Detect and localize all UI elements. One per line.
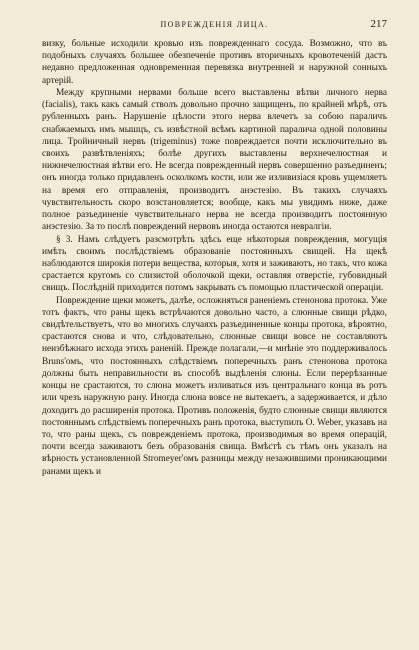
running-head: ПОВРЕЖДЕНIЯ ЛИЦА. — [160, 20, 269, 29]
page-header — [42, 18, 387, 34]
paragraph-continuation: визку, больные исходили кровью изъ поврежденнаго сосуда. Возможно, что въ подобныхъ случаяхъ большее обезпеченіе противъ вторичныхъ кровотеченій дастъ недавно предложенная одновременная перевязка внутренней и наружной сонныхъ артерій. — [42, 39, 387, 86]
page-number: 217 — [370, 18, 387, 30]
body-text — [42, 38, 387, 478]
paragraph-stenon-duct: Повреждение щеки можетъ, далѣе, осложняться раненіемъ стенонова протока. Уже тотъ фактъ, что раны щекъ встрѣчаются довольно часто, а слюнные свищи рѣдко, свидѣтельствуетъ, что во многихъ случаяхъ разъединенные концы протока, вѣроятно, срастаются снова и что, слѣдовательно, слюнные свищи вовсе не составляютъ неизбѣжнаго исхода этихъ раненій. Прежде полагали,—и мнѣніе это поддерживалось Bruns'омъ, что постоянныхъ слѣдствіемъ поперечныхъ ранъ стенонова протока должны быть неправильности въ способѣ выдѣленія слюны. Если перерѣзанные концы не срастаются, то слюна можетъ изливаться изъ центральнаго конца въ ротъ или чрезъ наружную рану. Иногда слюна вовсе не вытекаетъ, а задерживается, и дѣло доходитъ до расширенія протока. Противъ положенія, будто слюнные свищи являются постояннымъ слѣдствіемъ поперечныхъ ранъ протока, выступилъ О. Weber, указавъ на то, что раны щекъ, съ поврежденіемъ протока, производимыя во время операцій, почти всегда заживаютъ безъ образованія свища. Вмѣстѣ съ тѣмъ онъ указалъ на вѣрность установленной Stromeyer'омъ разницы между незажившими проникающими ранами щекъ и — [42, 295, 387, 477]
paragraph-section-3: § 3. Намъ слѣдуетъ разсмотрѣть здѣсь еще нѣкоторыя повреждения, могущія имѣть своимъ послѣдствіемъ образованіе постоянныхъ свищей. На щекѣ наблюдаются широкія потери вещества, которыя, хотя и заживаютъ, но такъ, что кожа срастается кругомъ со слизистой оболочкой щеки, оставляя отверстіе, губовидный свищъ. Послѣдній приходится потомъ закрывать съ помощью пластической операціи. — [42, 234, 387, 294]
paragraph-nerves: Между крупными нервами больше всего выставлены вѣтви личного нерва (facialis), такъ какъ самый стволъ довольно прочно защищенъ, по крайней мѣрѣ, отъ рубленныхъ ранъ. Нарушеніе цѣлости этого нерва влечетъ за собою параличъ снабжаемыхъ имъ мышцъ, съ извѣстной всѣмъ картиной паралича одной половины лица. Тройничный нервъ (trigeminus) тоже повреждается почти исключительно въ своихъ развѣтвленіяхъ; болѣе другихъ выставлены верхнечелюстная и нижнечелюстная вѣтви его. Не всегда поврежденный нервъ совершенно разъединенъ; онъ иногда только придавленъ осколкомъ кости, или же изливизіася кровь ущемляетъ на время его отправленія, производитъ анэстезію. Въ такихъ случаяхъ чувствительность скоро возстановляется; вообще, какъ мы увидимъ ниже, даже полное разъединеніе чувствительнаго нерва не всегда производитъ постоянную анэстезію. За то послѣ повреждений нервовъ иногда остаются невралгіи. — [42, 87, 387, 233]
